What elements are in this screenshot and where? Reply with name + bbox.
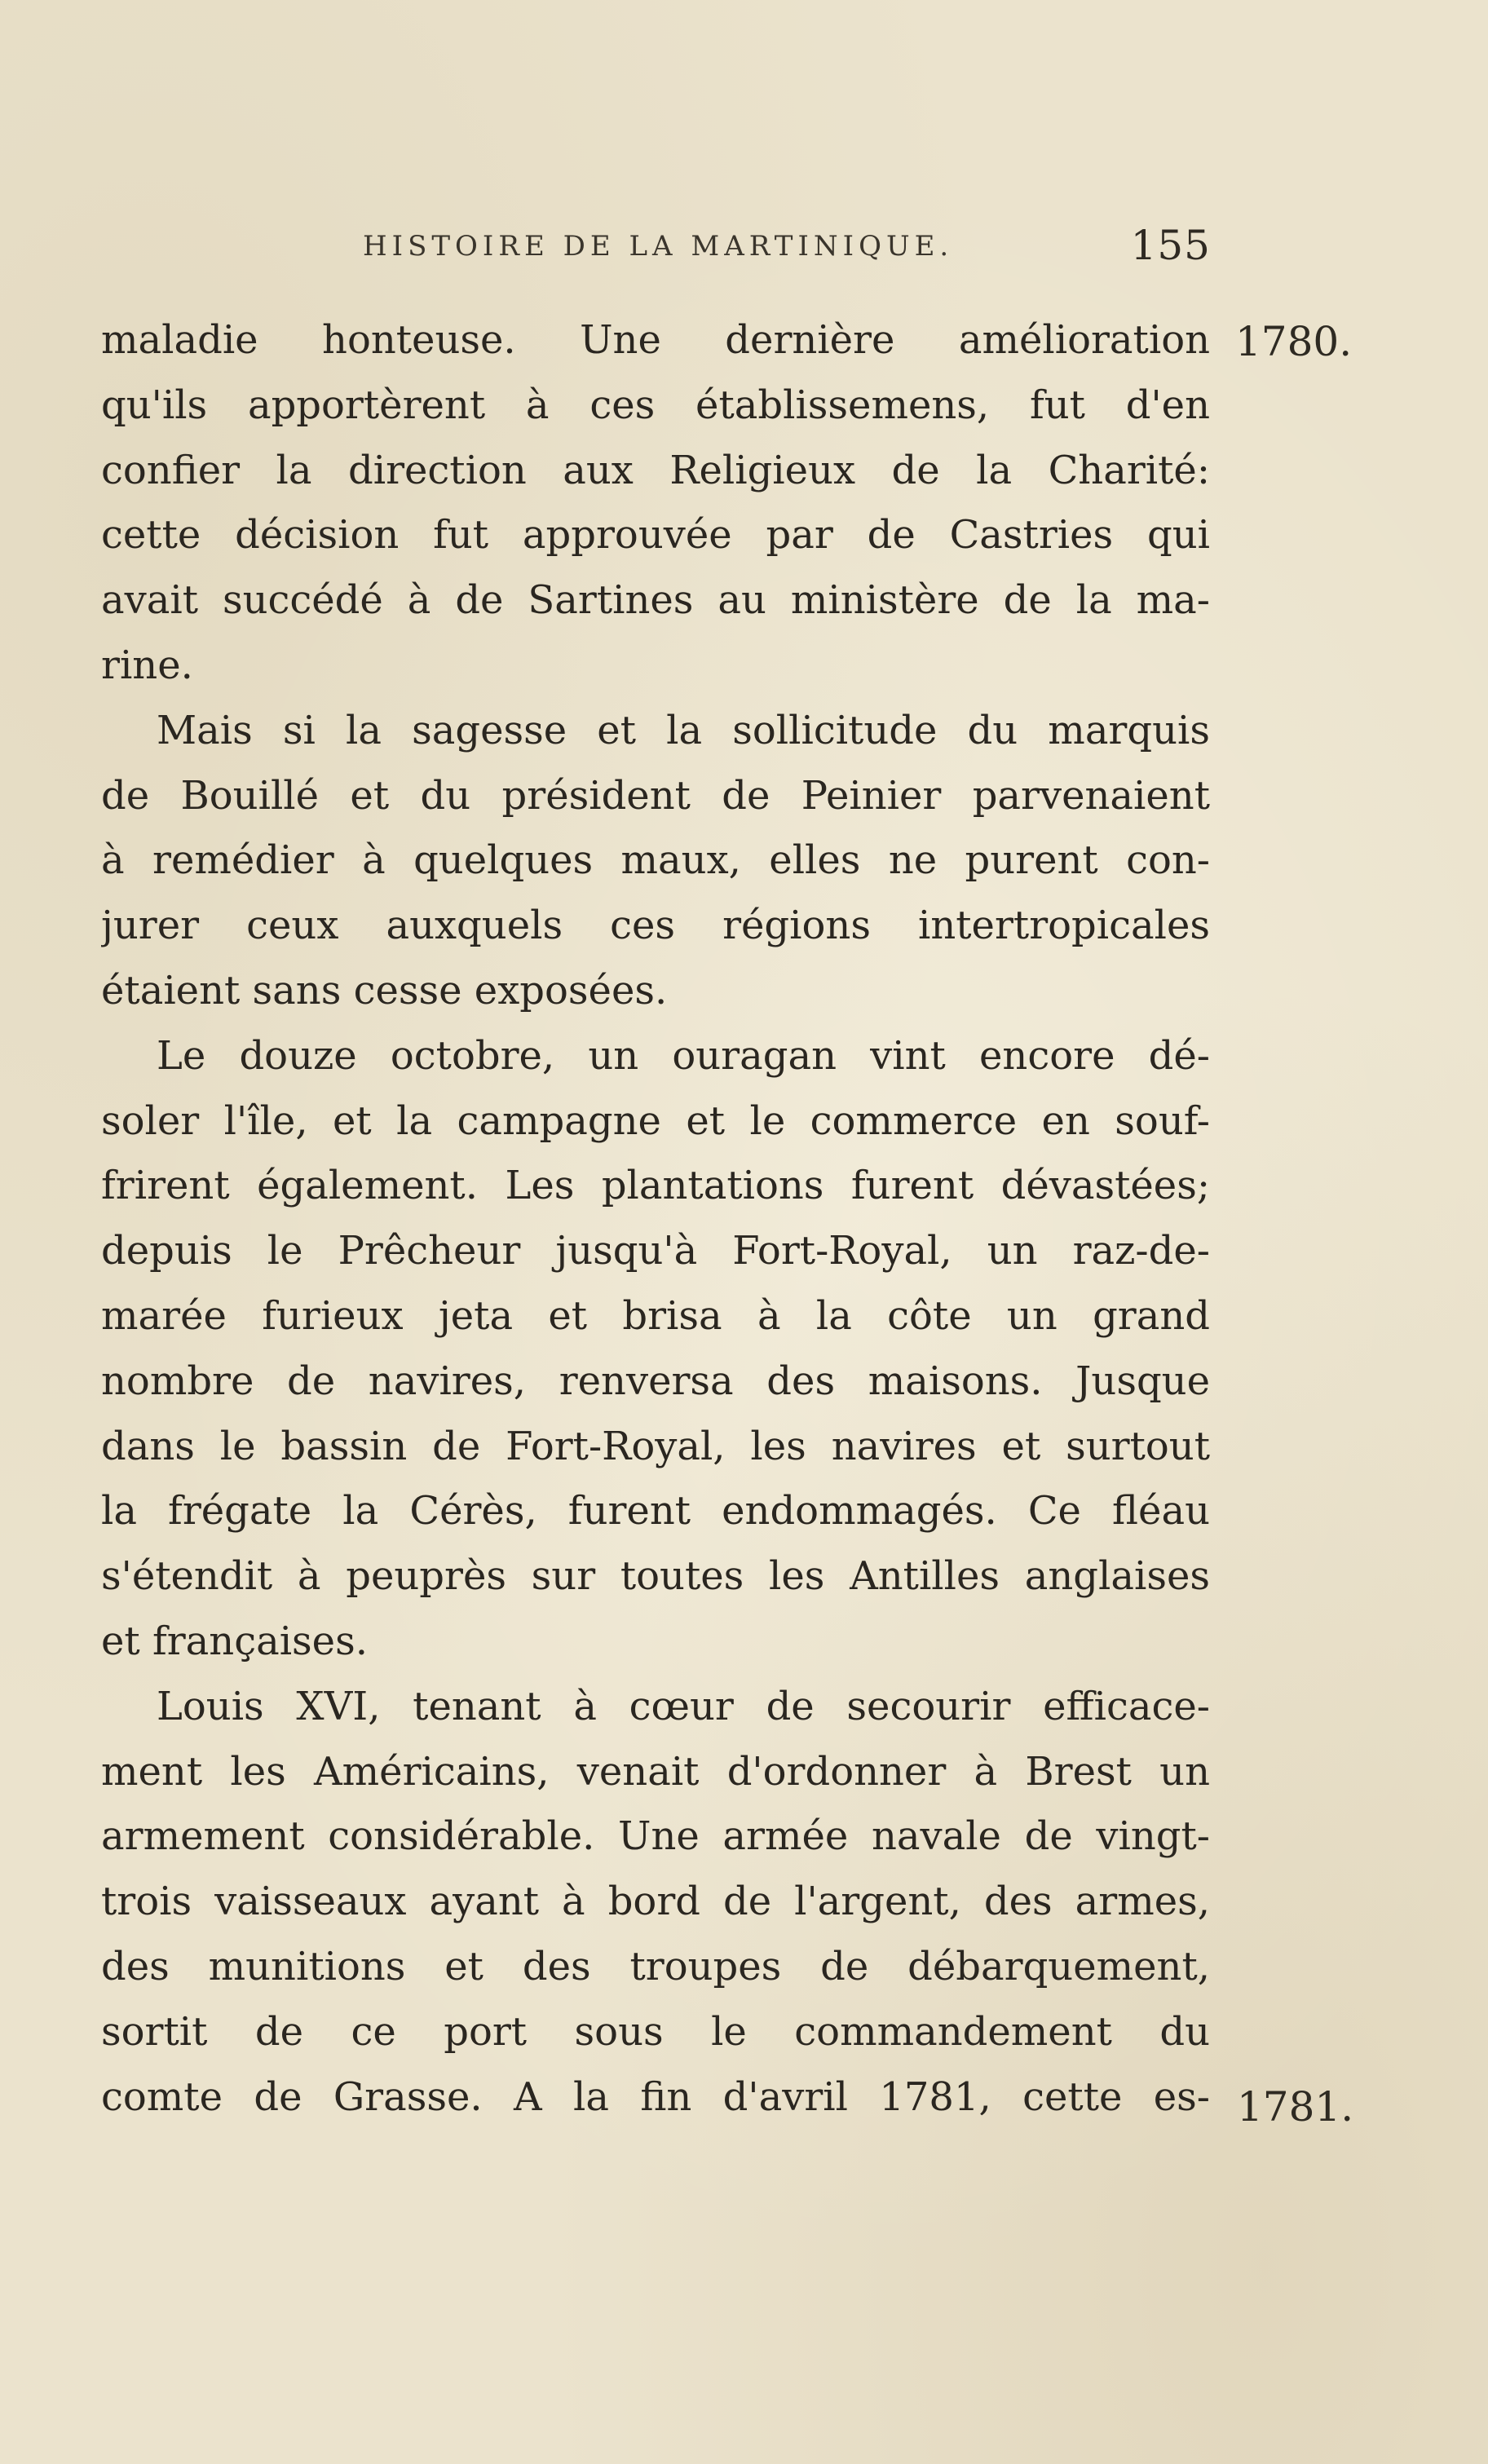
text-line: depuis le Prêcheur jusqu'à Fort-Royal, un raz-de- — [101, 1228, 1210, 1274]
margin-date-1780: 1780. — [1235, 318, 1353, 365]
text-line: dans le bassin de Fort-Royal, les navires et surtout — [101, 1423, 1210, 1469]
text-line: la frégate la Cérès, furent endommagés. Ce fléau — [101, 1488, 1210, 1534]
text-line: nombre de navires, renversa des maisons. Jusque — [101, 1358, 1210, 1404]
text-line: de Bouillé et du président de Peinier parvenaient — [101, 772, 1210, 819]
text-line: avait succédé à de Sartines au ministère de la ma- — [101, 577, 1210, 624]
text-line: maladie honteuse. Une dernière amélioration — [101, 317, 1210, 363]
page-number: 155 — [1130, 222, 1211, 269]
text-line: comte de Grasse. A la fin d'avril 1781, cette es- — [101, 2073, 1210, 2120]
text-line: Louis XVI, tenant à cœur de secourir efficace- — [157, 1683, 1210, 1729]
text-line: soler l'île, et la campagne et le commerce en souf- — [101, 1097, 1210, 1144]
text-line: armement considérable. Une armée navale de vingt- — [101, 1813, 1210, 1860]
text-line: qu'ils apportèrent à ces établissemens, fut d'en — [101, 382, 1210, 428]
text-line: confier la direction aux Religieux de la Charité: — [101, 447, 1210, 493]
running-head: HISTOIRE DE LA MARTINIQUE. — [363, 230, 954, 263]
text-line: s'étendit à peuprès sur toutes les Antilles anglaises — [101, 1553, 1210, 1600]
text-line: cette décision fut approuvée par de Castries qui — [101, 512, 1210, 559]
text-line: ment les Américains, venait d'ordonner à Brest un — [101, 1748, 1210, 1795]
text-line: marée furieux jeta et brisa à la côte un grand — [101, 1292, 1210, 1339]
text-line: Mais si la sagesse et la sollicitude du marquis — [157, 707, 1210, 753]
body-text — [101, 308, 1210, 2130]
text-line: Le douze octobre, un ouragan vint encore dé- — [157, 1032, 1210, 1079]
text-line: des munitions et des troupes de débarquement, — [101, 1943, 1210, 1989]
text-line: frirent également. Les plantations furent dévastées; — [101, 1163, 1210, 1209]
text-line: étaient sans cesse exposées. — [101, 967, 668, 1013]
text-line: trois vaisseaux ayant à bord de l'argent, des armes, — [101, 1879, 1210, 1925]
text-line: à remédier à quelques maux, elles ne purent con- — [101, 837, 1210, 884]
text-line: jurer ceux auxquels ces régions intertropicales — [101, 903, 1210, 949]
text-line: sortit de ce port sous le commandement du — [101, 2008, 1210, 2055]
margin-date-1781: 1781. — [1237, 2083, 1354, 2131]
text-line: rine. — [101, 642, 193, 688]
text-line: et françaises. — [101, 1618, 368, 1664]
page-header — [363, 222, 1211, 276]
